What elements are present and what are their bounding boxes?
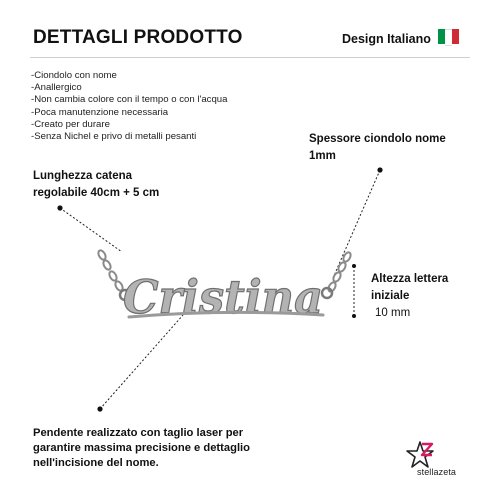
callout-line: iniziale xyxy=(371,290,410,302)
chain-link xyxy=(108,270,118,282)
pendant-name-text: Cristina xyxy=(123,270,323,324)
design-italiano-label: Design Italiano xyxy=(342,32,431,46)
chain-link xyxy=(97,249,107,261)
feature-item: - Non cambia colore con il tempo o con l'acqua xyxy=(31,94,227,106)
leader-dot xyxy=(57,205,62,210)
feature-item: - Poca manutenzione necessaria xyxy=(31,107,227,119)
leader-dot xyxy=(97,406,102,411)
stellazeta-logo-icon xyxy=(405,440,435,470)
callout-line: Pendente realizzato con taglio laser per xyxy=(33,427,244,439)
chain-link xyxy=(102,259,112,271)
callout-line: 10 mm xyxy=(375,307,411,319)
chain-link xyxy=(337,261,347,273)
page-title: DETTAGLI PRODOTTO xyxy=(33,27,243,48)
callout-line: garantire massima precisione e dettaglio xyxy=(33,442,250,454)
chain-link xyxy=(342,251,352,263)
callout-line: Spessore ciondolo nome xyxy=(309,133,446,145)
chain-link xyxy=(332,271,342,283)
feature-item: - Anallergico xyxy=(31,82,227,94)
callout-line: nell'incisione del nome. xyxy=(33,457,159,469)
callout-line: regolabile 40cm + 5 cm xyxy=(33,187,160,199)
pendant-ring xyxy=(322,288,332,298)
callout-line: 1mm xyxy=(309,150,336,162)
callout-line: Altezza lettera xyxy=(371,273,449,285)
feature-item: - Senza Nichel e privo di metalli pesanti xyxy=(31,131,227,143)
feature-item: - Creato per durare xyxy=(31,119,227,131)
feature-item: - Ciondolo con nome xyxy=(31,70,227,82)
name-pendant xyxy=(85,235,365,335)
callout-line: Lunghezza catena xyxy=(33,170,133,182)
leader-dot xyxy=(377,167,382,172)
logo-text: stellazeta xyxy=(417,467,457,477)
